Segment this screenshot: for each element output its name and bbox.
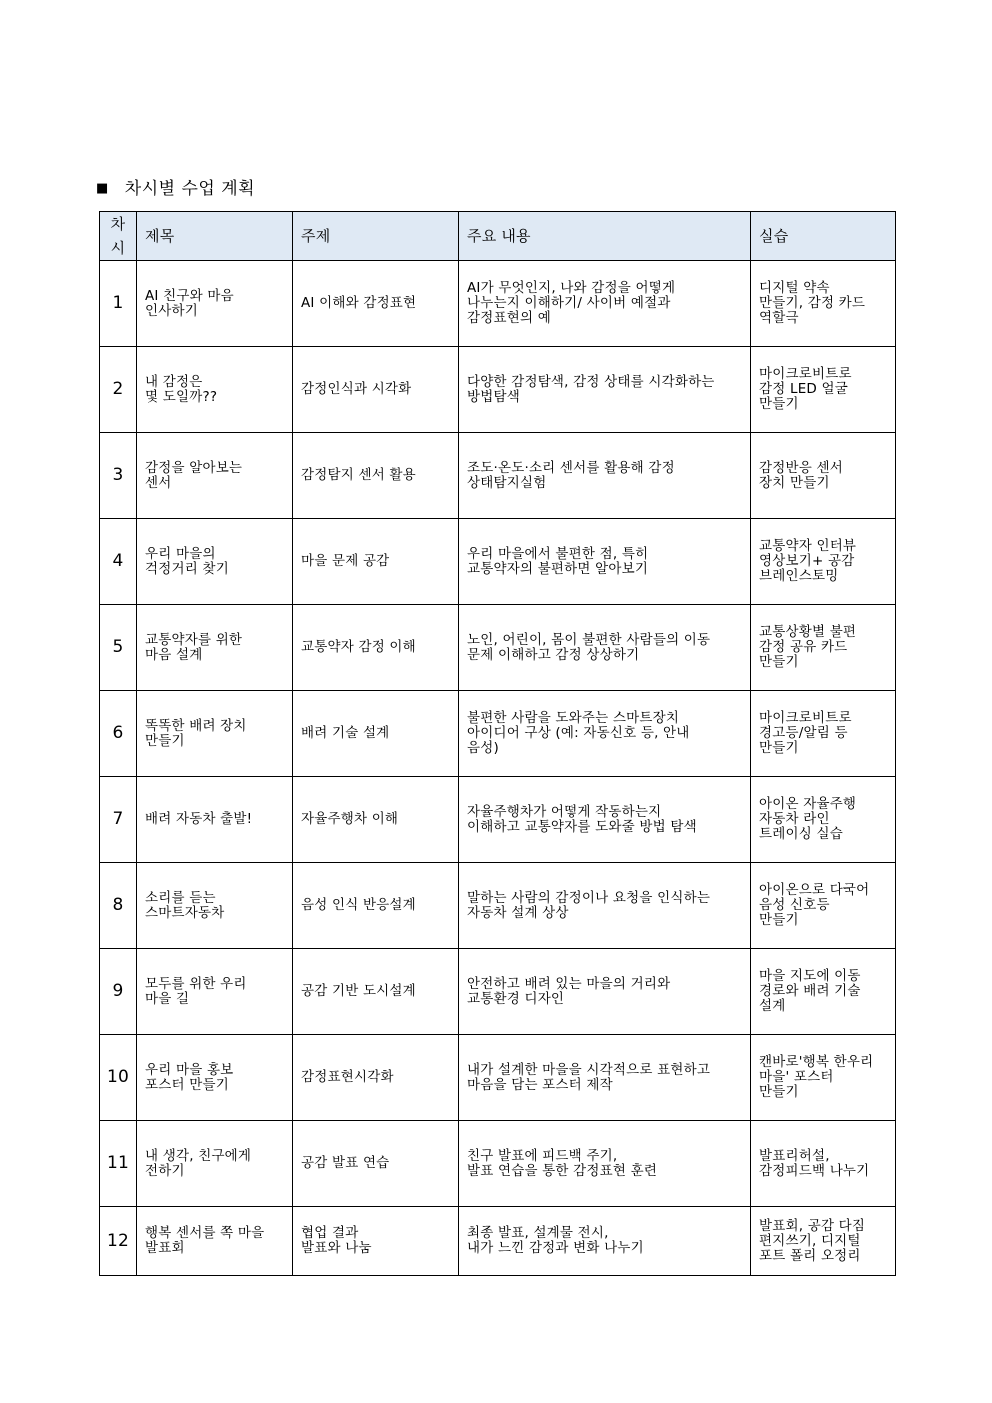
- cell-practice: 감정반응 센서 장치 만들기: [751, 433, 896, 519]
- cell-session: 10: [100, 1035, 137, 1121]
- cell-topic: 자율주행차 이해: [293, 777, 459, 863]
- cell-content: 조도·온도·소리 센서를 활용해 감정 상태탐지실험: [459, 433, 751, 519]
- cell-content: 다양한 감정탐색, 감정 상태를 시각화하는 방법탐색: [459, 347, 751, 433]
- cell-topic: AI 이해와 감정표현: [293, 261, 459, 347]
- cell-practice: 캔바로'행복 한우리 마을' 포스터 만들기: [751, 1035, 896, 1121]
- cell-content: 안전하고 배려 있는 마을의 거리와 교통환경 디자인: [459, 949, 751, 1035]
- header-session: 차 시: [100, 212, 137, 261]
- section-title: 차시별 수업 계획: [124, 179, 256, 199]
- table-row: [100, 433, 896, 519]
- cell-content: 우리 마을에서 불편한 점, 특히 교통약자의 불편하면 알아보기: [459, 519, 751, 605]
- cell-session: 1: [100, 261, 137, 347]
- cell-title: 배려 자동차 출발!: [137, 777, 293, 863]
- cell-session: 3: [100, 433, 137, 519]
- lesson-plan-table: [99, 211, 896, 1276]
- cell-title: 똑똑한 배려 장치 만들기: [137, 691, 293, 777]
- cell-topic: 감정탐지 센서 활용: [293, 433, 459, 519]
- cell-title: AI 친구와 마음 인사하기: [137, 261, 293, 347]
- cell-session: 9: [100, 949, 137, 1035]
- cell-topic: 감정표현시각화: [293, 1035, 459, 1121]
- table-row: [100, 261, 896, 347]
- table-row: [100, 347, 896, 433]
- header-topic: 주제: [293, 212, 459, 261]
- cell-session: 6: [100, 691, 137, 777]
- cell-title: 교통약자를 위한 마음 설계: [137, 605, 293, 691]
- cell-practice: 교통상황별 불편 감정 공유 카드 만들기: [751, 605, 896, 691]
- cell-content: 자율주행차가 어떻게 작동하는지 이해하고 교통약자를 도와줄 방법 탐색: [459, 777, 751, 863]
- table-row: [100, 1121, 896, 1207]
- cell-title: 모두를 위한 우리 마을 길: [137, 949, 293, 1035]
- cell-content: 최종 발표, 설계물 전시, 내가 느낀 감정과 변화 나누기: [459, 1207, 751, 1276]
- section-heading: [96, 174, 255, 199]
- table-row: [100, 1207, 896, 1276]
- cell-practice: 발표리허설, 감정피드백 나누기: [751, 1121, 896, 1207]
- cell-practice: 마이크로비트로 감정 LED 얼굴 만들기: [751, 347, 896, 433]
- cell-practice: 아이온으로 다국어 음성 신호등 만들기: [751, 863, 896, 949]
- table-row: [100, 777, 896, 863]
- square-bullet-icon: ■: [96, 181, 109, 196]
- table-row: [100, 1035, 896, 1121]
- cell-title: 우리 마을의 걱정거리 찾기: [137, 519, 293, 605]
- cell-topic: 교통약자 감정 이해: [293, 605, 459, 691]
- cell-content: AI가 무엇인지, 나와 감정을 어떻게 나누는지 이해하기/ 사이버 예절과 감정표현의 예: [459, 261, 751, 347]
- cell-content: 불편한 사람을 도와주는 스마트장치 아이디어 구상 (예: 자동신호 등, 안내 음성): [459, 691, 751, 777]
- cell-practice: 교통약자 인터뷰 영상보기+ 공감 브레인스토밍: [751, 519, 896, 605]
- cell-practice: 발표회, 공감 다짐 편지쓰기, 디지털 포트 폴리 오정리: [751, 1207, 896, 1276]
- cell-topic: 배려 기술 설계: [293, 691, 459, 777]
- header-title: 제목: [137, 212, 293, 261]
- table-header-row: [100, 212, 896, 261]
- cell-topic: 감정인식과 시각화: [293, 347, 459, 433]
- table-row: [100, 519, 896, 605]
- cell-topic: 협업 결과 발표와 나눔: [293, 1207, 459, 1276]
- cell-session: 2: [100, 347, 137, 433]
- cell-title: 내 생각, 친구에게 전하기: [137, 1121, 293, 1207]
- cell-content: 말하는 사람의 감정이나 요청을 인식하는 자동차 설계 상상: [459, 863, 751, 949]
- table-row: [100, 863, 896, 949]
- cell-session: 7: [100, 777, 137, 863]
- cell-title: 감정을 알아보는 센서: [137, 433, 293, 519]
- table-row: [100, 605, 896, 691]
- cell-title: 행복 센서를 쪽 마을 발표회: [137, 1207, 293, 1276]
- cell-topic: 공감 발표 연습: [293, 1121, 459, 1207]
- cell-session: 8: [100, 863, 137, 949]
- cell-content: 노인, 어린이, 몸이 불편한 사람들의 이동 문제 이해하고 감정 상상하기: [459, 605, 751, 691]
- cell-content: 내가 설계한 마을을 시각적으로 표현하고 마음을 담는 포스터 제작: [459, 1035, 751, 1121]
- header-content: 주요 내용: [459, 212, 751, 261]
- table-row: [100, 949, 896, 1035]
- cell-title: 우리 마을 홍보 포스터 만들기: [137, 1035, 293, 1121]
- cell-content: 친구 발표에 피드백 주기, 발표 연습을 통한 감정표현 훈련: [459, 1121, 751, 1207]
- cell-practice: 디지털 약속 만들기, 감정 카드 역할극: [751, 261, 896, 347]
- cell-topic: 음성 인식 반응설계: [293, 863, 459, 949]
- cell-practice: 아이온 자율주행 자동차 라인 트레이싱 실습: [751, 777, 896, 863]
- cell-session: 4: [100, 519, 137, 605]
- cell-topic: 마을 문제 공감: [293, 519, 459, 605]
- cell-topic: 공감 기반 도시설계: [293, 949, 459, 1035]
- cell-practice: 마이크로비트로 경고등/알림 등 만들기: [751, 691, 896, 777]
- cell-session: 12: [100, 1207, 137, 1276]
- cell-session: 5: [100, 605, 137, 691]
- table-row: [100, 691, 896, 777]
- cell-title: 내 감정은 몇 도일까??: [137, 347, 293, 433]
- header-practice: 실습: [751, 212, 896, 261]
- cell-practice: 마을 지도에 이동 경로와 배려 기술 설계: [751, 949, 896, 1035]
- cell-session: 11: [100, 1121, 137, 1207]
- cell-title: 소리를 듣는 스마트자동차: [137, 863, 293, 949]
